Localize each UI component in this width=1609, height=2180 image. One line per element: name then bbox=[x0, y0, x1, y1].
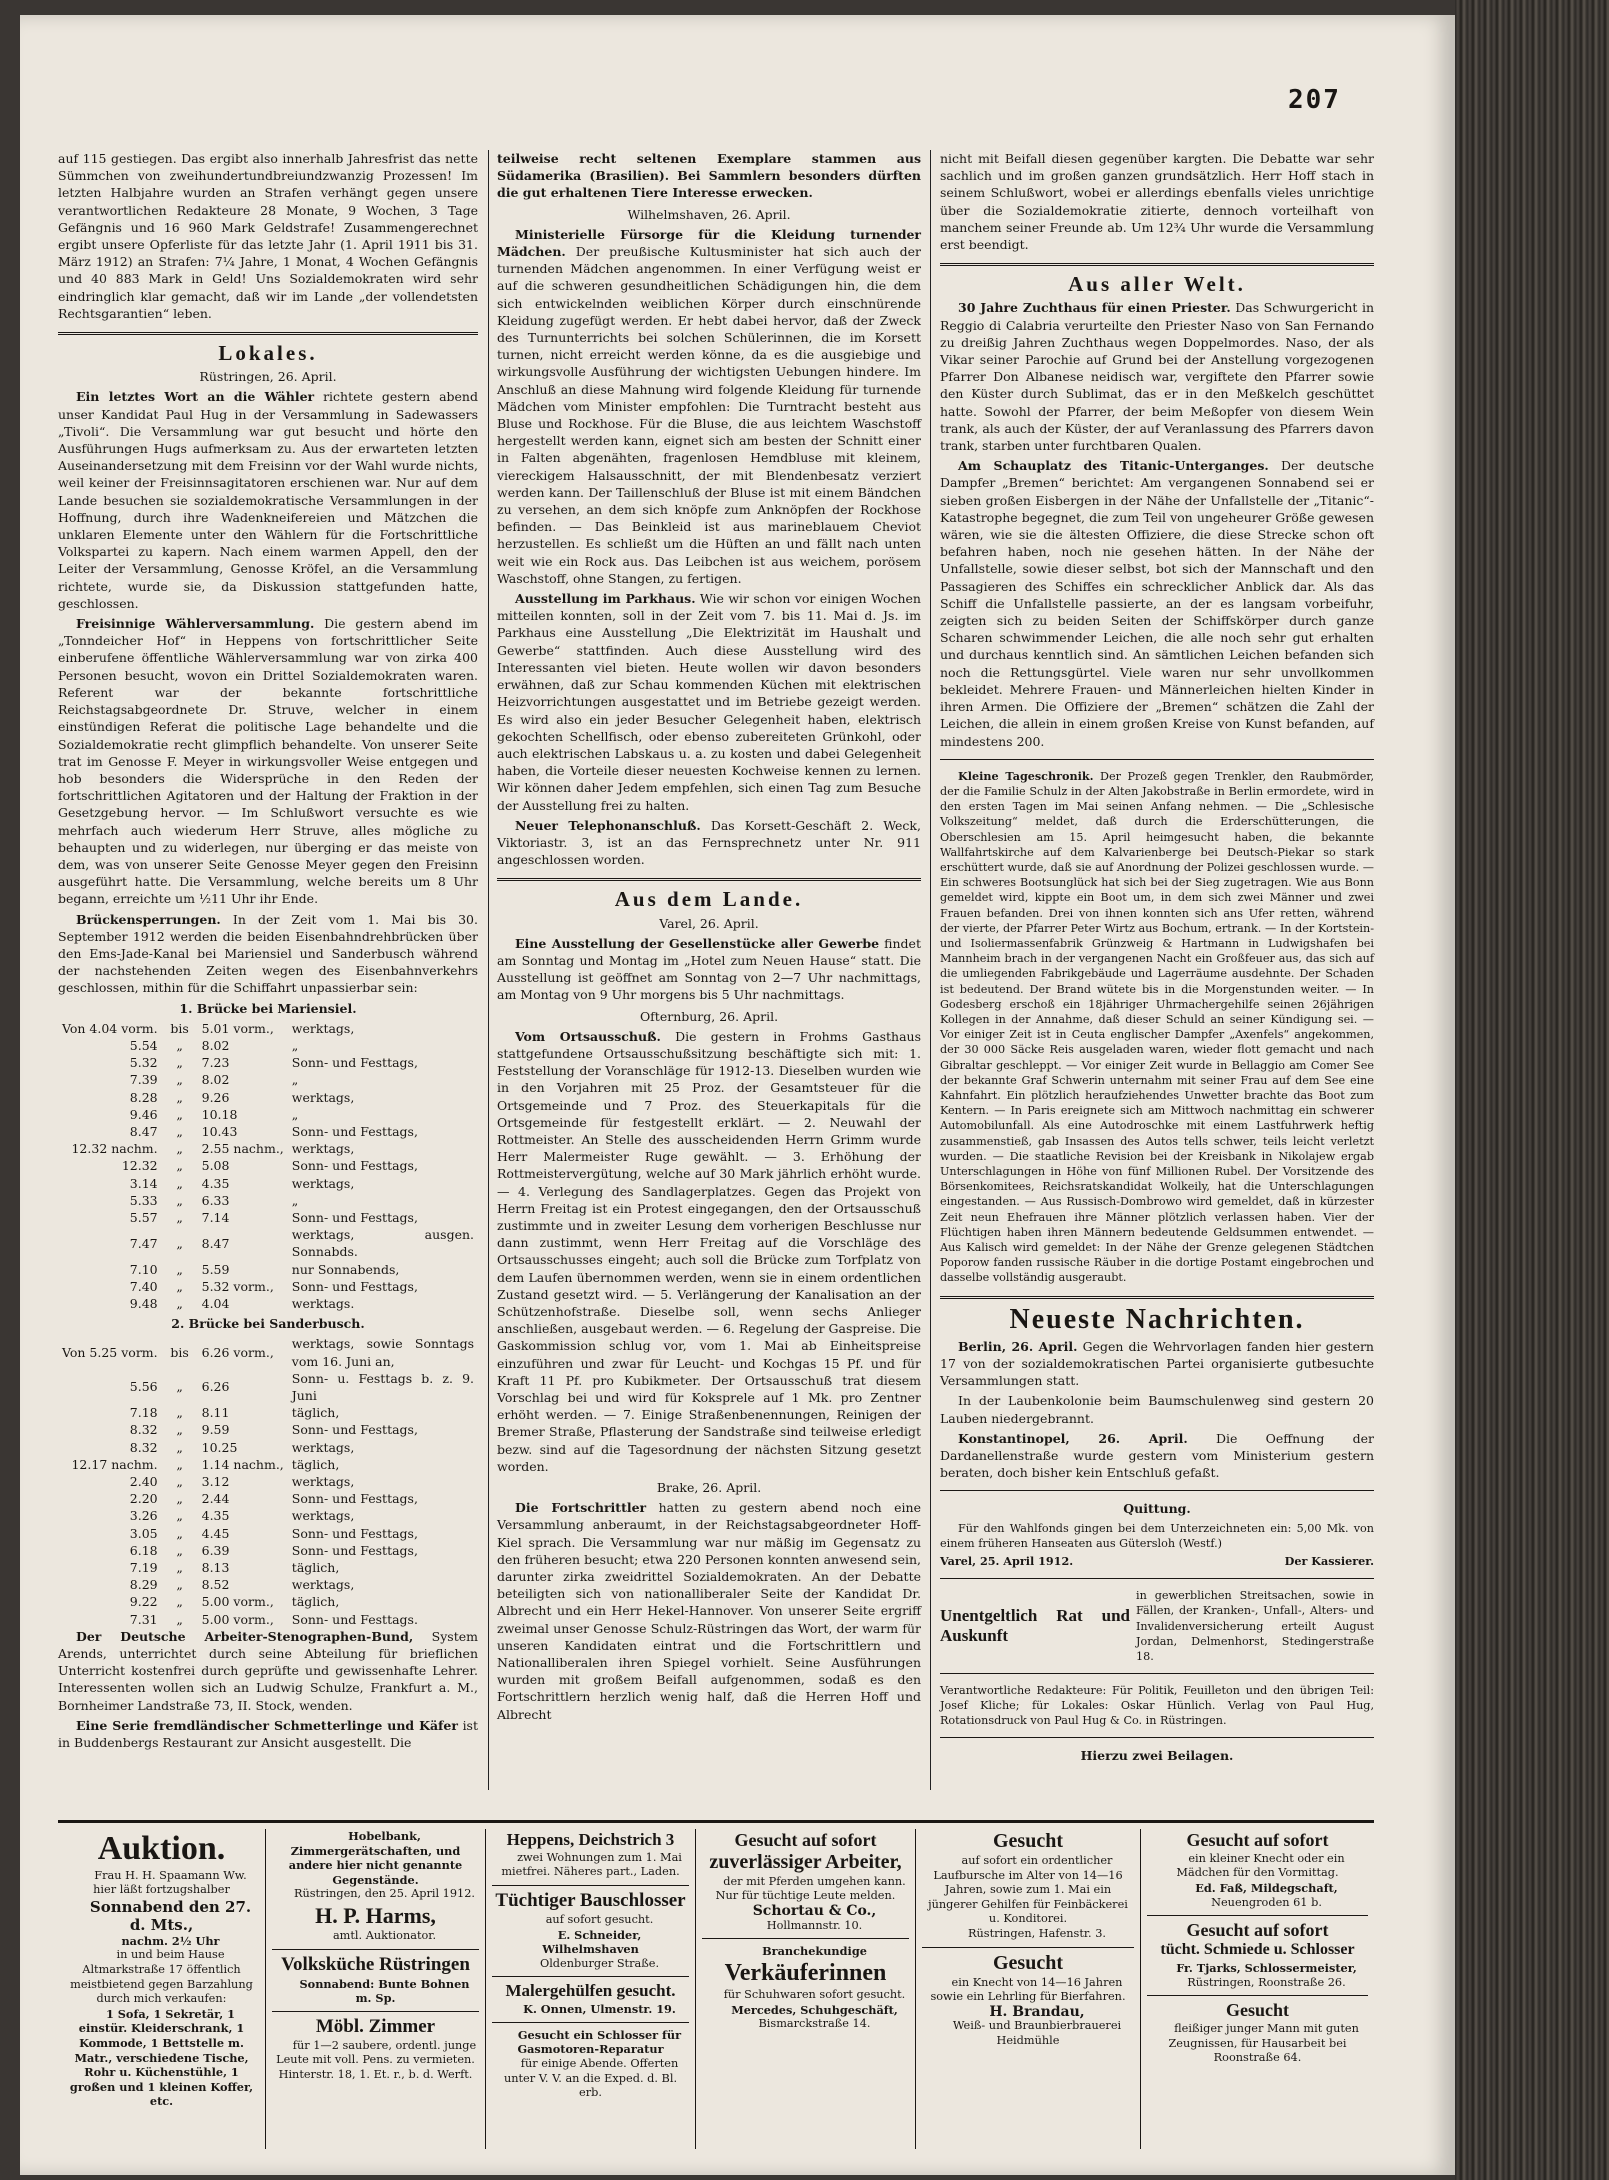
receipt-text: Für den Wahlfonds gingen bei dem Unterzeichneten ein: 5,00 Mk. von einem früheren Hanseaten aus Gütersloh (Westf.) bbox=[940, 1521, 1374, 1550]
receipt-title: Quittung. bbox=[1123, 1501, 1191, 1517]
rule bbox=[497, 878, 921, 881]
schedule-cell: Sonn- u. Festtags b. z. 9. Juni bbox=[291, 1370, 474, 1404]
schedule-cell: „ bbox=[176, 1209, 183, 1225]
news-paragraph: In der Laubenkolonie beim Baumschulenweg sind gestern 20 Lauben niedergebrannt. bbox=[940, 1393, 1374, 1426]
schedule-cell: „ bbox=[176, 1560, 183, 1576]
schedule-cell: 8.13 bbox=[201, 1560, 230, 1576]
schedule-row bbox=[58, 1490, 478, 1507]
ad-jobs-smiths: Gesucht auf sofort ein kleiner Knecht oder ein Mädchen für den Vormittag. Ed. Faß, Mildegschaft, Neuengroden 61 b. Gesucht auf sofort tücht. Schmiede u. Schlosser Fr. Tjarks, Schlossermeister, Rüstringen, Roonstraße 26. Gesucht fleißiger junger Mann mit guten Zeugnissen, für Hausarbeit bei Roonstraße 64. bbox=[1141, 1829, 1374, 2149]
schedule-cell: „ bbox=[291, 1192, 299, 1208]
ad-jobs-heppens: Heppens, Deichstrich 3 zwei Wohnungen zum 1. Mai mietfrei. Näheres part., Laden. Tüchtiger Bauschlosser auf sofort gesucht. E. Schneider, Wilhelmshaven Oldenburger Straße. Malergehülfen gesucht. K. Onnen, Ulmenstr. 19. Gesucht ein Schlosser für Gasmotoren-Reparatur für einige Abende. Offerten unter V. V. an die Exped. d. Bl. erb. bbox=[486, 1829, 696, 2149]
schedule-cell: „ bbox=[176, 1089, 183, 1105]
schedule-row bbox=[58, 1525, 478, 1542]
schedule-cell: 1.14 nachm., bbox=[201, 1456, 284, 1472]
schedule-row bbox=[58, 1439, 478, 1456]
schedule-cell: 6.39 bbox=[201, 1542, 230, 1558]
bridge-schedule-table bbox=[58, 1020, 478, 1312]
schedule-cell: „ bbox=[176, 1158, 183, 1174]
schedule-cell: 3.12 bbox=[201, 1474, 230, 1490]
schedule-cell: täglich, bbox=[291, 1594, 340, 1610]
schedule-title: 1. Brücke bei Mariensiel. bbox=[179, 1000, 357, 1016]
schedule-cell: werktags, bbox=[291, 1175, 355, 1191]
rule bbox=[940, 1673, 1374, 1674]
schedule-cell: täglich, bbox=[291, 1456, 340, 1472]
schedule-cell: „ bbox=[291, 1106, 299, 1122]
article-paragraph: Ausstellung im Parkhaus. Wie wir schon vor einigen Wochen mitteilen konnten, soll in der Zeit vom 7. bis 11. Mai d. Js. im Parkhaus eine Ausstellung „Die Elektrizität im Haushalt und Gewerbe“ stattfinden. Auch diese Ausstellung wird des Interessanten viel bieten. Heute wollen wir davon besonders erwähnen, daß zur Schau kommenden Küchen mit elektrischen Heizvorrichtungen ausgestattet und im Betriebe gezeigt werden. Es wird also ein jeder Besucher Gelegenheit haben, elektrisch gekochten Schellfisch, oder ebenso zubereiteten Grünkohl, oder auch elektrischen Labskaus u. a. zu kosten und dabei Gelegenheit haben, die Vorteile dieser neuesten Kochweise kennen zu lernen. Wir können daher Jedem empfehlen, sich einen Tag zum Besuche der Ausstellung frei zu halten. bbox=[497, 591, 921, 813]
schedule-cell: bis bbox=[170, 1020, 189, 1036]
schedule-cell: 5.54 bbox=[129, 1037, 158, 1053]
supplements-note: Hierzu zwei Beilagen. bbox=[1080, 1748, 1234, 1764]
schedule-cell: 9.59 bbox=[201, 1422, 230, 1438]
schedule-row bbox=[58, 1456, 478, 1473]
schedule-cell: werktags, ausgen. Sonnabds. bbox=[291, 1227, 474, 1260]
article-paragraph: 30 Jahre Zuchthaus für einen Priester. Das Schwurgericht in Reggio di Calabria verurteilte den Priester Naso von San Fernando zu dreißig Jahren Zuchthaus wegen Doppelmordes. Naso, der als Vikar seiner Parochie auf Grund bei der Anstellung vorgezogenen Pfarrer Don Albanese neidisch war, vergiftete den Pfarrer sowie den Küster durch Sublimat, das er in den Meßkelch geschüttet hatte. Sowohl der Pfarrer, der beim Meßopfer von diesem Wein trank, als auch der Küster, der auf Veranlassung des Pfarrers davon trank, starben unter furchtbaren Qualen. bbox=[940, 300, 1374, 454]
rule bbox=[940, 1490, 1374, 1491]
column-1 bbox=[58, 150, 478, 1754]
schedule-row bbox=[58, 1576, 478, 1593]
ad-auction: Auktion. Frau H. H. Spaamann Ww. hier läßt fortzugshalber Sonnabend den 27. d. Mts., nachm. 2½ Uhr in und beim Hause Altmarkstraße 17 öffentlich meistbietend gegen Barzahlung durch mich verkaufen: 1 Sofa, 1 Sekretär, 1 einstür. Kleiderschrank, 1 Kommode, 1 Bettstelle m. Matr., verschiedene Tische, Rohr u. Küchenstühle, 1 großen und 1 kleinen Koffer, etc. bbox=[58, 1829, 266, 2149]
book-binding-edge bbox=[1455, 0, 1609, 2180]
dateline: Ofternburg, 26. April. bbox=[639, 1008, 779, 1024]
schedule-cell: „ bbox=[176, 1491, 183, 1507]
schedule-row bbox=[58, 1209, 478, 1226]
schedule-cell: 6.26 vorm., bbox=[201, 1345, 274, 1360]
rule bbox=[940, 759, 1374, 760]
schedule-row bbox=[58, 1559, 478, 1576]
article-paragraph: Am Schauplatz des Titanic-Unterganges. Der deutsche Dampfer „Bremen“ berichtet: Am vergangenen Sonnabend sei er sieben großen Eisbergen in der Nähe der Unfallstelle der „Titanic“-Katastrophe begegnet, die zum Teil von ungeheurer Größe gewesen wären, wie sie die ältesten Offiziere, die diese Strecke schon oft befahren haben, noch nie gesehen hätten. In der Nähe der Unfallstelle, sowie dieser selbst, bot sich der Mannschaft und den Passagieren des Schiffes ein schrecklicher Anblick dar. Als das Schiff die Unfallstelle passierte, an der es langsam vorbeifuhr, zeigten sich zu beiden Seiten der Schiffskörper durch ganze Scharen schwimmender Leichen, die alle noch sehr gut erhalten und durchaus kenntlich sind. An sämtlichen Leichen befanden sich noch die Rettungsgürtel. Viele waren nur sehr unvollkommen bekleidet. Mehrere Frauen- und Männerleichen hielten Kinder in ihren Armen. Die Offiziere der „Bremen“ schätzen die Zahl der Leichen, die allein in einem großen Kreise von Kunst befanden, auf mindestens 200. bbox=[940, 458, 1374, 749]
schedule-cell: „ bbox=[176, 1123, 183, 1139]
schedule-row bbox=[58, 1175, 478, 1192]
schedule-cell: 7.19 bbox=[129, 1560, 158, 1576]
schedule-cell: „ bbox=[176, 1525, 183, 1541]
schedule-row bbox=[58, 1611, 478, 1628]
schedule-row bbox=[58, 1106, 478, 1123]
dateline: Wilhelmshaven, 26. April. bbox=[627, 206, 791, 222]
schedule-cell: 9.22 bbox=[129, 1594, 158, 1610]
schedule-cell: 7.40 bbox=[129, 1278, 158, 1294]
schedule-cell: werktags, bbox=[291, 1577, 355, 1593]
schedule-cell: Sonn- und Festtags, bbox=[291, 1525, 418, 1541]
rule bbox=[940, 1578, 1374, 1579]
schedule-cell: 10.43 bbox=[201, 1123, 238, 1139]
schedule-cell: „ bbox=[176, 1037, 183, 1053]
schedule-cell: 9.46 bbox=[129, 1106, 158, 1122]
schedule-cell: 7.47 bbox=[129, 1235, 158, 1251]
schedule-cell: 5.08 bbox=[201, 1158, 230, 1174]
section-title-lokales: Lokales. bbox=[218, 341, 318, 366]
article-paragraph: Der Deutsche Arbeiter-Stenographen-Bund, System Arends, unterrichtet durch seine Abteilung für brieflichen Unterricht kostenfrei durch geprüfte und gewissenhafte Lehrer. Interessenten wollen sich an Ludwig Schulze, Frankfurt a. M., Bornheimer Landstraße 73, II. Stock, wenden. bbox=[58, 1628, 478, 1713]
schedule-cell: 5.00 vorm., bbox=[201, 1611, 274, 1627]
schedule-row bbox=[58, 1473, 478, 1490]
schedule-cell: „ bbox=[176, 1141, 183, 1157]
schedule-cell: „ bbox=[176, 1405, 183, 1421]
schedule-cell: 8.47 bbox=[129, 1123, 158, 1139]
schedule-row bbox=[58, 1054, 478, 1071]
schedule-cell: 8.32 bbox=[129, 1422, 158, 1438]
schedule-cell: werktags, bbox=[291, 1474, 355, 1490]
schedule-cell: 6.18 bbox=[129, 1542, 158, 1558]
rule bbox=[940, 263, 1374, 266]
advertisement-band bbox=[58, 1820, 1374, 2153]
column-3 bbox=[940, 150, 1374, 1764]
schedule-cell: 6.26 bbox=[201, 1379, 230, 1395]
column-divider bbox=[488, 150, 489, 1790]
schedule-cell: „ bbox=[176, 1379, 183, 1395]
schedule-cell: nur Sonnabends, bbox=[291, 1261, 400, 1277]
schedule-cell: 8.47 bbox=[201, 1235, 230, 1251]
schedule-row bbox=[58, 1278, 478, 1295]
schedule-cell: werktags, bbox=[291, 1141, 355, 1157]
schedule-cell: werktags, sowie Sonntags vom 16. Juni an, bbox=[291, 1336, 474, 1369]
schedule-cell: 8.02 bbox=[201, 1037, 230, 1053]
schedule-row bbox=[58, 1421, 478, 1438]
schedule-cell: „ bbox=[176, 1106, 183, 1122]
schedule-cell: Sonn- und Festtags, bbox=[291, 1542, 418, 1558]
schedule-row bbox=[58, 1071, 478, 1088]
schedule-row bbox=[58, 1226, 478, 1260]
rule bbox=[58, 332, 478, 335]
schedule-cell: „ bbox=[176, 1175, 183, 1191]
schedule-cell: „ bbox=[176, 1577, 183, 1593]
schedule-cell: 10.25 bbox=[201, 1439, 238, 1455]
schedule-cell: Sonn- und Festtags, bbox=[291, 1491, 418, 1507]
schedule-cell: 7.18 bbox=[129, 1405, 158, 1421]
schedule-cell: „ bbox=[176, 1072, 183, 1088]
schedule-cell: Sonn- und Festtags. bbox=[291, 1611, 418, 1627]
schedule-title: 2. Brücke bei Sanderbusch. bbox=[171, 1316, 365, 1332]
schedule-cell: täglich, bbox=[291, 1405, 340, 1421]
schedule-row bbox=[58, 1335, 478, 1369]
schedule-cell: 8.29 bbox=[129, 1577, 158, 1593]
schedule-row bbox=[58, 1542, 478, 1559]
schedule-cell: werktags, bbox=[291, 1439, 355, 1455]
schedule-cell: werktags, bbox=[291, 1508, 355, 1524]
schedule-row bbox=[58, 1404, 478, 1421]
schedule-cell: Sonn- und Festtags, bbox=[291, 1422, 418, 1438]
rule bbox=[940, 1296, 1374, 1299]
article-paragraph: Freisinnige Wählerversammlung. Die gestern abend im „Tonndeicher Hof“ in Heppens von fortschrittlicher Seite einberufene öffentliche Wählerversammlung war von zirka 400 Personen besucht, wovon ein Drittel Sozialdemokraten waren. Referent war der bekannte fortschrittliche Reichstagsabgeordnete Dr. Struve, welcher in einem einstündigen Referat die politische Lage behandelte und die Sozialdemokratie recht glimpflich behandelte. Von unserer Seite trat im Genosse F. Meyer in wirkungsvoller Weise entgegen und hob besonders die Widersprüche in den Reden der fortschrittlichen Agitatoren und der Haltung der Fraktion in der Gesetzgebung hervor. — Im Schlußwort versuchte es wie mehrfach auch wiederum Herr Struve, alles mögliche zu behaupten und zu widerlegen, nur überging er das meiste von dem, was von unserer Seite Genosse Meyer gegen den Freisinn ausgeführt hatte. Die Versammlung, welche bereits um 8 Uhr begann, erreichte um ½11 Uhr ihr Ende. bbox=[58, 616, 478, 907]
schedule-cell: „ bbox=[176, 1594, 183, 1610]
schedule-cell: täglich, bbox=[291, 1560, 340, 1576]
article-continuation: auf 115 gestiegen. Das ergibt also innerhalb Jahresfrist das nette Sümmchen von zweihundertundbreiundzwanzig Prozessen! Im letzten Halbjahre wurden an Strafen verhängt gegen unsere verantwortlichen Redakteure 28 Monate, 9 Wochen, 3 Tage Gefängnis und 16 960 Mark Geldstrafe! Zusammengerechnet ergibt unsere Opferliste für das letzte Jahr (1. April 1911 bis 31. März 1912) an Strafen: 7¼ Jahre, 1 Monat, 4 Wochen Gefängnis und 40 883 Mark in Geld! Uns Sozialdemokraten wird sehr eindringlich klar gemacht, daß wir im Lande „der vollendetsten Rechtsgarantien“ leben. bbox=[58, 151, 478, 321]
ad-jobs-workers: Gesucht auf sofort zuverlässiger Arbeiter, der mit Pferden umgehen kann. Nur für tüchtige Leute melden. Schortau & Co., Hollmannstr. 10. Branchekundige Verkäuferinnen für Schuhwaren sofort gesucht. Mercedes, Schuhgeschäft, Bismarckstraße 14. bbox=[696, 1829, 916, 2149]
dateline: Varel, 26. April. bbox=[659, 915, 759, 931]
schedule-cell: bis bbox=[170, 1345, 189, 1360]
schedule-cell: 8.52 bbox=[201, 1577, 230, 1593]
schedule-cell: „ bbox=[176, 1055, 183, 1071]
section-title-aus-dem-lande: Aus dem Lande. bbox=[614, 887, 804, 912]
schedule-cell: werktags, bbox=[291, 1089, 355, 1105]
schedule-cell: „ bbox=[176, 1422, 183, 1438]
schedule-cell: „ bbox=[176, 1542, 183, 1558]
article-paragraph: Ministerielle Fürsorge für die Kleidung turnender Mädchen. Der preußische Kultusminister hat sich auch der turnenden Mädchen angenommen. In einer Verfügung weist er auf die schweren gesundheitlichen Schädigungen hin, die dem sich entwickelnden weiblichen Körper durch einschnürende Kleidung zugefügt werden. Er hebt dabei hervor, daß der Zweck des Turnunterrichts bei solchen Schülerinnen, die im Korsett turnen, nicht erreicht werden könne, da es die ausgiebige und wirkungsvolle Ausführung der wichtigsten Uebungen hindere. Im Anschluß an diese Mahnung wird folgende Kleidung für turnende Mädchen vom Minister empfohlen: Die Turntracht besteht aus Bluse und Rockhose. Für die Bluse, die aus leichtem Waschstoff hergestellt werden kann, eignet sich am besten der Schnitt einer in Falten abgenähten, fragenlosen Hemdbluse mit kleinem, viereckigem Halsausschnitt, der mit Blendenbesatz verziert werden kann. Der Taillenschluß der Bluse ist mit einem Bändchen zu versehen, an dem sich knöpfe zum Anknöpfen der Rockhose befinden. — Das Beinkleid ist aus marineblauem Cheviot herzustellen. Es schließt um die Hüften an und fällt nach unten weit wie ein Rock aus. Das Leibchen ist aus weichem, porösem Waschstoff, ohne Stangen, zu fertigen. bbox=[497, 226, 921, 586]
schedule-cell: „ bbox=[176, 1296, 183, 1311]
schedule-cell: Sonn- und Festtags, bbox=[291, 1278, 418, 1294]
schedule-cell: 8.28 bbox=[129, 1089, 158, 1105]
schedule-cell: „ bbox=[176, 1261, 183, 1277]
schedule-cell: 7.10 bbox=[129, 1261, 158, 1277]
schedule-row bbox=[58, 1192, 478, 1209]
schedule-cell: 5.57 bbox=[129, 1209, 158, 1225]
schedule-cell: 2.55 nachm., bbox=[201, 1141, 284, 1157]
ad-jobs-bakery: Gesucht auf sofort ein ordentlicher Laufbursche im Alter von 14—16 Jahren, sowie zum 1. Mai ein jüngerer Gehilfen für Feinbäckerei u. Konditorei. Rüstringen, Hafenstr. 3. Gesucht ein Knecht von 14—16 Jahren sowie ein Lehrling für Bierfahren. H. Brandau, Weiß- und Braunbierbrauerei Heidmühle bbox=[916, 1829, 1141, 2149]
schedule-cell: 4.04 bbox=[201, 1296, 230, 1311]
article-paragraph: Eine Serie fremdländischer Schmetterlinge und Käfer ist in Buddenbergs Restaurant zur Ansicht ausgestellt. Die bbox=[58, 1717, 478, 1751]
article-paragraph: Eine Ausstellung der Gesellenstücke aller Gewerbe findet am Sonntag und Montag im „Hotel zum Neuen Hause“ statt. Die Ausstellung ist geöffnet am Sonntag von 2—7 Uhr nachmittags, am Montag von 9 Uhr morgens bis 5 Uhr nachmittags. bbox=[497, 935, 921, 1003]
schedule-cell: 7.14 bbox=[201, 1209, 230, 1225]
schedule-cell: 7.31 bbox=[129, 1611, 158, 1627]
schedule-cell: Sonn- und Festtags, bbox=[291, 1123, 418, 1139]
schedule-cell: 5.59 bbox=[201, 1261, 230, 1277]
schedule-row bbox=[58, 1261, 478, 1278]
news-paragraph: Konstantinopel, 26. April. Die Oeffnung der Dardanellenstraße wurde gestern vom Ministerium gestern beraten, doch bisher kein Entschluß gefaßt. bbox=[940, 1430, 1374, 1481]
schedule-cell: 2.20 bbox=[129, 1491, 158, 1507]
schedule-cell: 7.23 bbox=[201, 1055, 230, 1071]
advice-notice: Unentgeltlich Rat und Auskunft in gewerblichen Streitsachen, sowie in Fällen, der Kranken-, Unfall-, Alters- und Invalidenversicherung erteilt August Jordan, Delmenhorst, Stedingerstraße 18. bbox=[940, 1589, 1374, 1664]
schedule-cell: 3.14 bbox=[129, 1175, 158, 1191]
schedule-cell: werktags, bbox=[291, 1020, 355, 1036]
schedule-cell: „ bbox=[291, 1072, 299, 1088]
schedule-cell: 4.35 bbox=[201, 1175, 230, 1191]
column-2 bbox=[497, 150, 921, 1726]
schedule-cell: 4.35 bbox=[201, 1508, 230, 1524]
schedule-cell: 9.48 bbox=[129, 1296, 158, 1311]
schedule-row bbox=[58, 1123, 478, 1140]
rule bbox=[940, 1737, 1374, 1738]
schedule-cell: 5.33 bbox=[129, 1192, 158, 1208]
schedule-cell: Sonn- und Festtags, bbox=[291, 1158, 418, 1174]
schedule-row bbox=[58, 1037, 478, 1054]
news-paragraph: Berlin, 26. April. Gegen die Wehrvorlagen fanden hier gestern 17 von der sozialdemokratischen Partei organisierte gutbesuchte Versammlungen statt. bbox=[940, 1338, 1374, 1389]
schedule-cell: 3.26 bbox=[129, 1508, 158, 1524]
schedule-cell: werktags. bbox=[291, 1296, 355, 1311]
article-paragraph: Vom Ortsausschuß. Die gestern in Frohms Gasthaus stattgefundene Ortsausschußsitzung beschäftigte sich mit: 1. Feststellung der Voranschläge für 1912-13. Dieselben wurden wie in den Vorjahren mit 25 Proz. der Gesamtsteuer für die Ortsgemeinde und 7 Proz. des Steuerkapitals für die Ortsgemeinde für festgestellt erklärt. — 2. Neuwahl der Rottmeister. An Stelle des ausscheidenden Herrn Grimm wurde Herr Malermeister Ruge gewählt. — 3. Erhöhung der Rottmeistervergütung, welche auf 30 Mark jährlich erhöht wurde. — 4. Verlegung des Sandlagerplatzes. Gegen das Projekt von Herrn Freitag ist ein Protest eingegangen, den der Ortsausschuß zustimmte und in zweiter Lesung dem vorherigen Beschlusse nur dann zustimmt, wenn Herr Freitag auf die Vorschläge des Ortsausschusses eingeht; auch soll die Brücke zum Torfplatz von dem Laufen übernommen werden, wenn sie in einem ordentlichen Zustand gesetzt wird. — 5. Verlängerung der Kanalisation an der Schützenhofstraße. Dieselbe soll, wenn sechs Anlieger anschließen, ausgebaut werden. — 6. Regelung der Gaspreise. Die Gaskommission schlug vor, vom 1. Mai ab Einheitspreise einzuführen und zwar für Leucht- und Kochgas 15 Pf. und für Kraft 11 Pf. pro Kubikmeter. Der Ortsausschuß trat diesem Vorschlag bei und wird für Koksprele auf 1 Mk. pro Zentner erhöht werden. — 7. Einige Straßenbenennungen, Reinigen der Bremer Straße, Pflasterung der Sandstraße sind teilweise erledigt bezw. sind auf die Tagesordnung der nächsten Sitzung gesetzt worden. bbox=[497, 1028, 921, 1474]
schedule-cell: 12.17 nachm. bbox=[71, 1456, 158, 1472]
schedule-cell: „ bbox=[291, 1037, 299, 1053]
imprint: Verantwortliche Redakteure: Für Politik, Feuilleton und den übrigen Teil: Josef Kliche; für Lokales: Oskar Hünlich. Verlag von Paul Hug, Rotationsdruck von Paul Hug & Co. in Rüstringen. bbox=[940, 1684, 1374, 1728]
schedule-cell: 8.11 bbox=[201, 1405, 230, 1421]
page-number: 207 bbox=[1288, 85, 1341, 115]
article-continuation: nicht mit Beifall diesen gegenüber kargten. Die Debatte war sehr sachlich und im großen ganzen grundsätzlich. Herr Hoff stach in seinem Schlußwort, wobei er allerdings ebenfalls vieles unrichtige über die Sozialdemokratie zitierte, dennoch vorteilhaft von manchem seiner Freunde ab. Um 12¾ Uhr wurde die Versammlung erst beendigt. bbox=[940, 151, 1374, 253]
schedule-cell: 10.18 bbox=[201, 1106, 238, 1122]
schedule-cell: Sonn- und Festtags, bbox=[291, 1055, 418, 1071]
schedule-row bbox=[58, 1295, 478, 1312]
schedule-cell: „ bbox=[176, 1474, 183, 1490]
schedule-cell: 5.00 vorm., bbox=[201, 1594, 274, 1610]
schedule-row bbox=[58, 1370, 478, 1404]
schedule-cell: 7.39 bbox=[129, 1072, 158, 1088]
schedule-cell: Von 4.04 vorm. bbox=[62, 1020, 158, 1036]
schedule-cell: „ bbox=[176, 1508, 183, 1524]
schedule-cell: „ bbox=[176, 1456, 183, 1472]
schedule-cell: 5.32 bbox=[129, 1055, 158, 1071]
schedule-cell: 2.44 bbox=[201, 1491, 230, 1507]
ad-auctioneer: Hobelbank, Zimmergerätschaften, und andere hier nicht genannte Gegenstände. Rüstringen, den 25. April 1912. H. P. Harms, amtl. Auktionator. Volksküche Rüstringen Sonnabend: Bunte Bohnen m. Sp. Möbl. Zimmer für 1—2 saubere, ordentl. junge Leute mit voll. Pens. zu vermieten. Hinterstr. 18, 1. Et. r., b. d. Werft. bbox=[266, 1829, 486, 2149]
schedule-row bbox=[58, 1507, 478, 1524]
schedule-cell: 5.01 vorm., bbox=[201, 1020, 274, 1036]
article-paragraph: Brückensperrungen. In der Zeit vom 1. Mai bis 30. September 1912 werden die beiden Eisenbahndrehbrücken über den Ems-Jade-Kanal bei Mariensiel und Sanderbusch während der nachstehenden Zeiten wegen des Eisenbahnverkehrs geschlossen, mithin für die Schiffahrt unpassierbar sein: bbox=[58, 911, 478, 996]
schedule-row bbox=[58, 1020, 478, 1037]
schedule-cell: 12.32 bbox=[121, 1158, 158, 1174]
schedule-row bbox=[58, 1140, 478, 1157]
schedule-cell: 12.32 nachm. bbox=[71, 1141, 158, 1157]
schedule-cell: 8.32 bbox=[129, 1439, 158, 1455]
chronicle-paragraph: Kleine Tageschronik. Der Prozeß gegen Trenkler, den Raubmörder, der die Familie Schulz in der Alten Jakobstraße in Berlin ermordete, wird in den ersten Tagen im Mai seinen Anfang nehmen. — Die „Schlesische Volkszeitung“ meldet, daß durch die Erderschütterungen, die Oberschlesien am 15. April heimgesucht haben, die bekannte Wallfahrtskirche auf dem Kalvarienberge bei Deutsch-Piekar so stark erschüttert wurde, daß sie auf Anordnung der Polizei geschlossen wurde. — Ein schweres Bootsunglück hat sich bei der Sieg zugetragen. Wie aus Bonn gemeldet wird, kippte ein Boot um, in dem sich zwei Männer und zwei Frauen befanden. Drei von ihnen konnten sich ans Ufer retten, während der vierte, der Pfarrer Peter Wirtz aus Bochum, ertrank. — In der Kortstein- und Isoliermassenfabrik Grünzweig & Hartmann in Ludwigshafen bei Mannheim brach in der vergangenen Nacht ein Großfeuer aus, das sich auf die umliegenden Fabrikgebäude und Lagerräume ausdehnte. Der Schaden ist bedeutend. Der Brand wütete bis in die Morgenstunden weiter. — In Godesberg erschoß ein 18jähriger Uhrmachergehilfe seinen 26jährigen Kollegen in der Annahme, daß dieser Schuld an seiner Kündigung sei. — Vor einiger Zeit ist in Ceuta englischer Dampfer „Axenfels“ angekommen, der 30 000 Säcke Reis ausgeladen waren, wieder flott gemacht und nach Gibraltar geschleppt. — Vor einiger Zeit wurde in Bellaggio am Comer See der bekannte Graf Schwerin unternahm mit seiner Frau auf dem See eine Kahnfahrt. Ein plötzlich heraufziehendes Unwetter brachte das Boot zum Kentern. — In Paris ereignete sich am Mittwoch nachmittag ein schwerer Automobilunfall. Als eine Autodroschke mit einem Lastfuhrwerk heftig zusammenstieß, gab Insassen des Autos tells schwer, teils leicht verletzt wurden. — Die staatliche Revision bei der Kreisbank in Nikolajew ergab Unterschlagungen in Höhe von fünf Millionen Rubel. Der Vorsitzende des Börsenkomitees, Reichsratskandidat Wolkeily, hat die Unterschlagungen eingestanden. — Aus Russisch-Dombrowo wird gemeldet, daß in kürzester Zeit neun Ehefrauen ihre Männer plötzlich verlassen haben. Vier der Flüchtigen haben ihren Männern bedeutende Geldsummen entwendet. — Aus Kalisch wird gemeldet: In der Nähe der Grenze gelegenen Städtchen Poporow fanden russische Räuber in die dortige Postamt eingebrochen und dasselbe vollständig ausgeraubt. bbox=[940, 768, 1375, 1285]
schedule-cell: „ bbox=[176, 1439, 183, 1455]
section-title-neueste-nachrichten: Neueste Nachrichten. bbox=[1009, 1303, 1305, 1335]
article-paragraph: Neuer Telephonanschluß. Das Korsett-Geschäft 2. Weck, Viktoriastr. 3, ist an das Fernsprechnetz unter Nr. 911 angeschlossen worden. bbox=[497, 817, 921, 868]
article-paragraph: Die Fortschrittler hatten zu gestern abend noch eine Versammlung anberaumt, in der Reichstagsabgeordneter Hoff-Kiel sprach. Die Versammlung war nur mäßig im Gegensatz zu den früheren besucht; etwa 220 Personen konnten anwesend sein, darunter zirka zweidrittel Sozialdemokraten. An der Debatte beteiligten sich von nationalliberaler Seite der Kandidat Dr. Albrecht und ein Herr Hekel-Hannover. Von unserer Seite ergriff zweimal unser Genosse Schulz-Rüstringen das Wort, der warm für unseren Kandidaten eintrat und die Fortschrittlern und Nationalliberalen ihren Spiegel vorhielt. Seine Ausführungen wurden mit großem Beifall aufgenommen, sodaß es den Fortschrittlern herzlich wenig half, daß die Herren Hoff und Albrecht bbox=[497, 1500, 922, 1722]
column-divider bbox=[930, 150, 931, 1790]
bridge-schedule-table bbox=[58, 1335, 478, 1627]
schedule-cell: „ bbox=[176, 1278, 183, 1294]
schedule-cell: 6.33 bbox=[201, 1192, 230, 1208]
article-continuation: teilweise recht seltenen Exemplare stammen aus Südamerika (Brasilien). Bei Sammlern besonders dürften die gut erhaltenen Tiere Interesse erwecken. bbox=[497, 151, 921, 201]
section-title-aus-aller-welt: Aus aller Welt. bbox=[1068, 272, 1246, 297]
receipt-signature: Varel, 25. April 1912. Der Kassierer. bbox=[940, 1554, 1374, 1569]
schedule-cell: Von 5.25 vorm. bbox=[62, 1345, 158, 1360]
schedule-cell: 5.56 bbox=[129, 1379, 158, 1395]
schedule-cell: 4.45 bbox=[201, 1525, 230, 1541]
schedule-cell: 3.05 bbox=[129, 1525, 158, 1541]
article-paragraph: Ein letztes Wort an die Wähler richtete gestern abend unser Kandidat Paul Hug in der Versammlung in Sadewassers „Tivoli“. Die Versammlung war gut besucht und hörte den Ausführungen Hugs aufmerksam zu. Aus der erwarteten letzten Auseinandersetzung mit dem Freisinn vor der Wahl wurde nichts, weil keiner der Freisinnsagitatoren erschienen war. Nur auf dem Lande besuchen sie sozialdemokratische Versammlungen in der Hoffnung, durch ihre Wadenkneifereien und Mätzchen die unklaren Elemente unter den Wählern für die Fortschrittliche Volkspartei zu kapern. Nach einem warmen Appell, den der Leiter der Versammlung, Genosse Kröfel, an die Versammlung richtete, wurde sie, da Diskussion stattgefunden hatte, geschlossen. bbox=[58, 389, 478, 611]
dateline: Brake, 26. April. bbox=[656, 1480, 762, 1496]
schedule-cell: „ bbox=[176, 1611, 183, 1627]
dateline: Rüstringen, 26. April. bbox=[199, 369, 337, 385]
schedule-cell: „ bbox=[176, 1235, 183, 1251]
schedule-cell: 2.40 bbox=[129, 1474, 158, 1490]
schedule-cell: „ bbox=[176, 1192, 183, 1208]
schedule-cell: 9.26 bbox=[201, 1089, 230, 1105]
schedule-row bbox=[58, 1157, 478, 1174]
schedule-row bbox=[58, 1089, 478, 1106]
schedule-row bbox=[58, 1593, 478, 1610]
schedule-cell: 8.02 bbox=[201, 1072, 230, 1088]
schedule-cell: Sonn- und Festtags, bbox=[291, 1209, 418, 1225]
schedule-cell: 5.32 vorm., bbox=[201, 1278, 274, 1294]
